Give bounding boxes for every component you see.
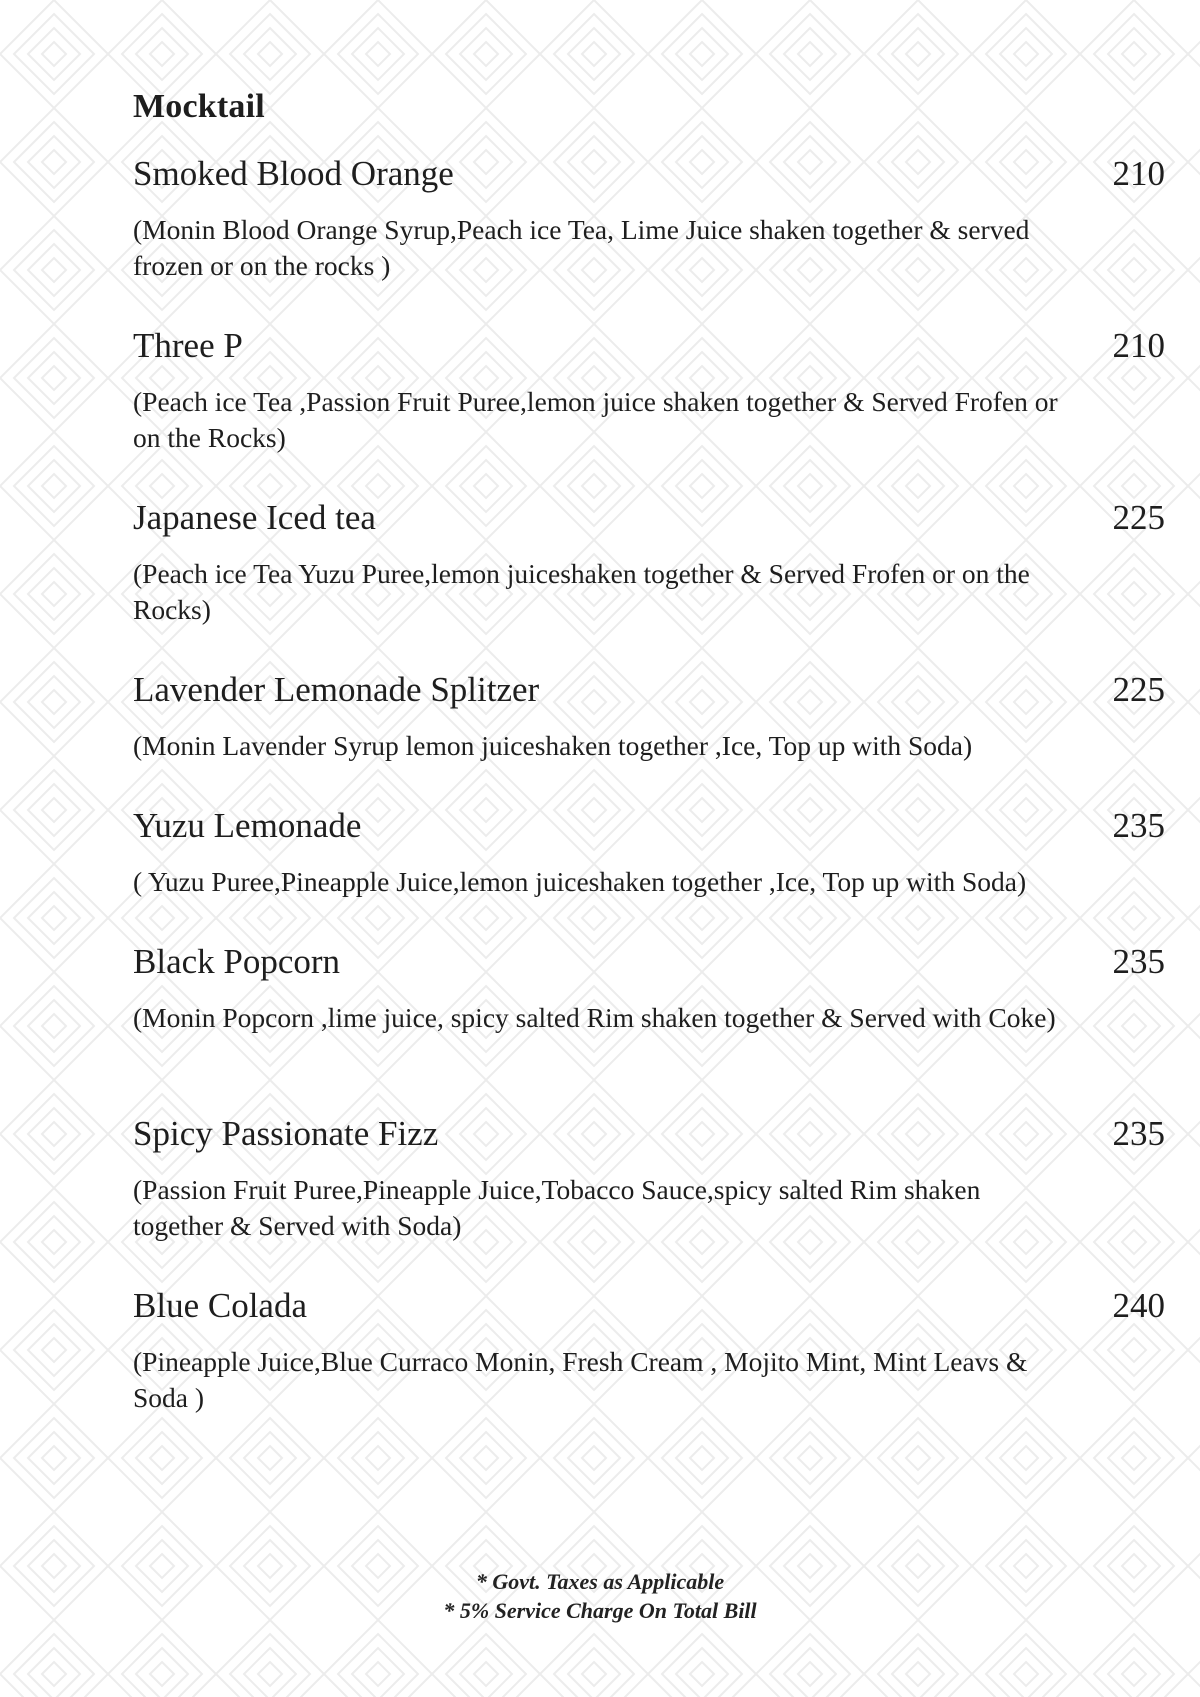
item-name: Blue Colada	[133, 1286, 307, 1325]
menu-item	[133, 668, 1165, 764]
item-description: (Peach ice Tea ,Passion Fruit Puree,lemon juice shaken together & Served Frofen or on the Rocks)	[133, 386, 1058, 453]
item-description: (Peach ice Tea Yuzu Puree,lemon juiceshaken together & Served Frofen or on the Rocks)	[133, 558, 1030, 625]
service-charge-note: * 5% Service Charge On Total Bill	[443, 1598, 757, 1623]
item-price: 235	[1112, 1114, 1165, 1153]
item-description: (Monin Lavender Syrup lemon juiceshaken together ,Ice, Top up with Soda)	[133, 730, 973, 761]
menu-item	[133, 324, 1165, 456]
item-price: 210	[1112, 326, 1165, 365]
item-description: (Pineapple Juice,Blue Curraco Monin, Fresh Cream , Mojito Mint, Mint Leavs & Soda )	[133, 1346, 1028, 1413]
item-price: 235	[1112, 806, 1165, 845]
item-description: (Passion Fruit Puree,Pineapple Juice,Tobacco Sauce,spicy salted Rim shaken together & Served with Soda)	[133, 1174, 981, 1241]
item-name: Japanese Iced tea	[133, 498, 376, 537]
item-description: (Monin Popcorn ,lime juice, spicy salted Rim shaken together & Served with Coke)	[133, 1002, 1056, 1033]
item-price: 225	[1112, 498, 1165, 537]
section-title: Mocktail	[133, 88, 265, 125]
footer-notes	[0, 1567, 1200, 1625]
item-name: Three P	[133, 326, 243, 365]
menu-item	[133, 804, 1165, 900]
item-price: 210	[1112, 154, 1165, 193]
menu-item	[133, 152, 1165, 284]
menu-item	[133, 1284, 1165, 1416]
menu-item	[133, 1112, 1165, 1244]
item-name: Smoked Blood Orange	[133, 154, 454, 193]
item-name: Yuzu Lemonade	[133, 806, 362, 845]
item-price: 225	[1112, 670, 1165, 709]
item-description: ( Yuzu Puree,Pineapple Juice,lemon juiceshaken together ,Ice, Top up with Soda)	[133, 866, 1027, 897]
item-description: (Monin Blood Orange Syrup,Peach ice Tea, Lime Juice shaken together & served frozen or on the rocks )	[133, 214, 1030, 281]
item-name: Spicy Passionate Fizz	[133, 1114, 439, 1153]
menu-item	[133, 496, 1165, 628]
item-price: 240	[1112, 1286, 1165, 1325]
item-price: 235	[1112, 942, 1165, 981]
tax-note: * Govt. Taxes as Applicable	[475, 1569, 725, 1594]
menu-item	[133, 940, 1165, 1036]
item-name: Black Popcorn	[133, 942, 341, 981]
item-name: Lavender Lemonade Splitzer	[133, 670, 540, 709]
